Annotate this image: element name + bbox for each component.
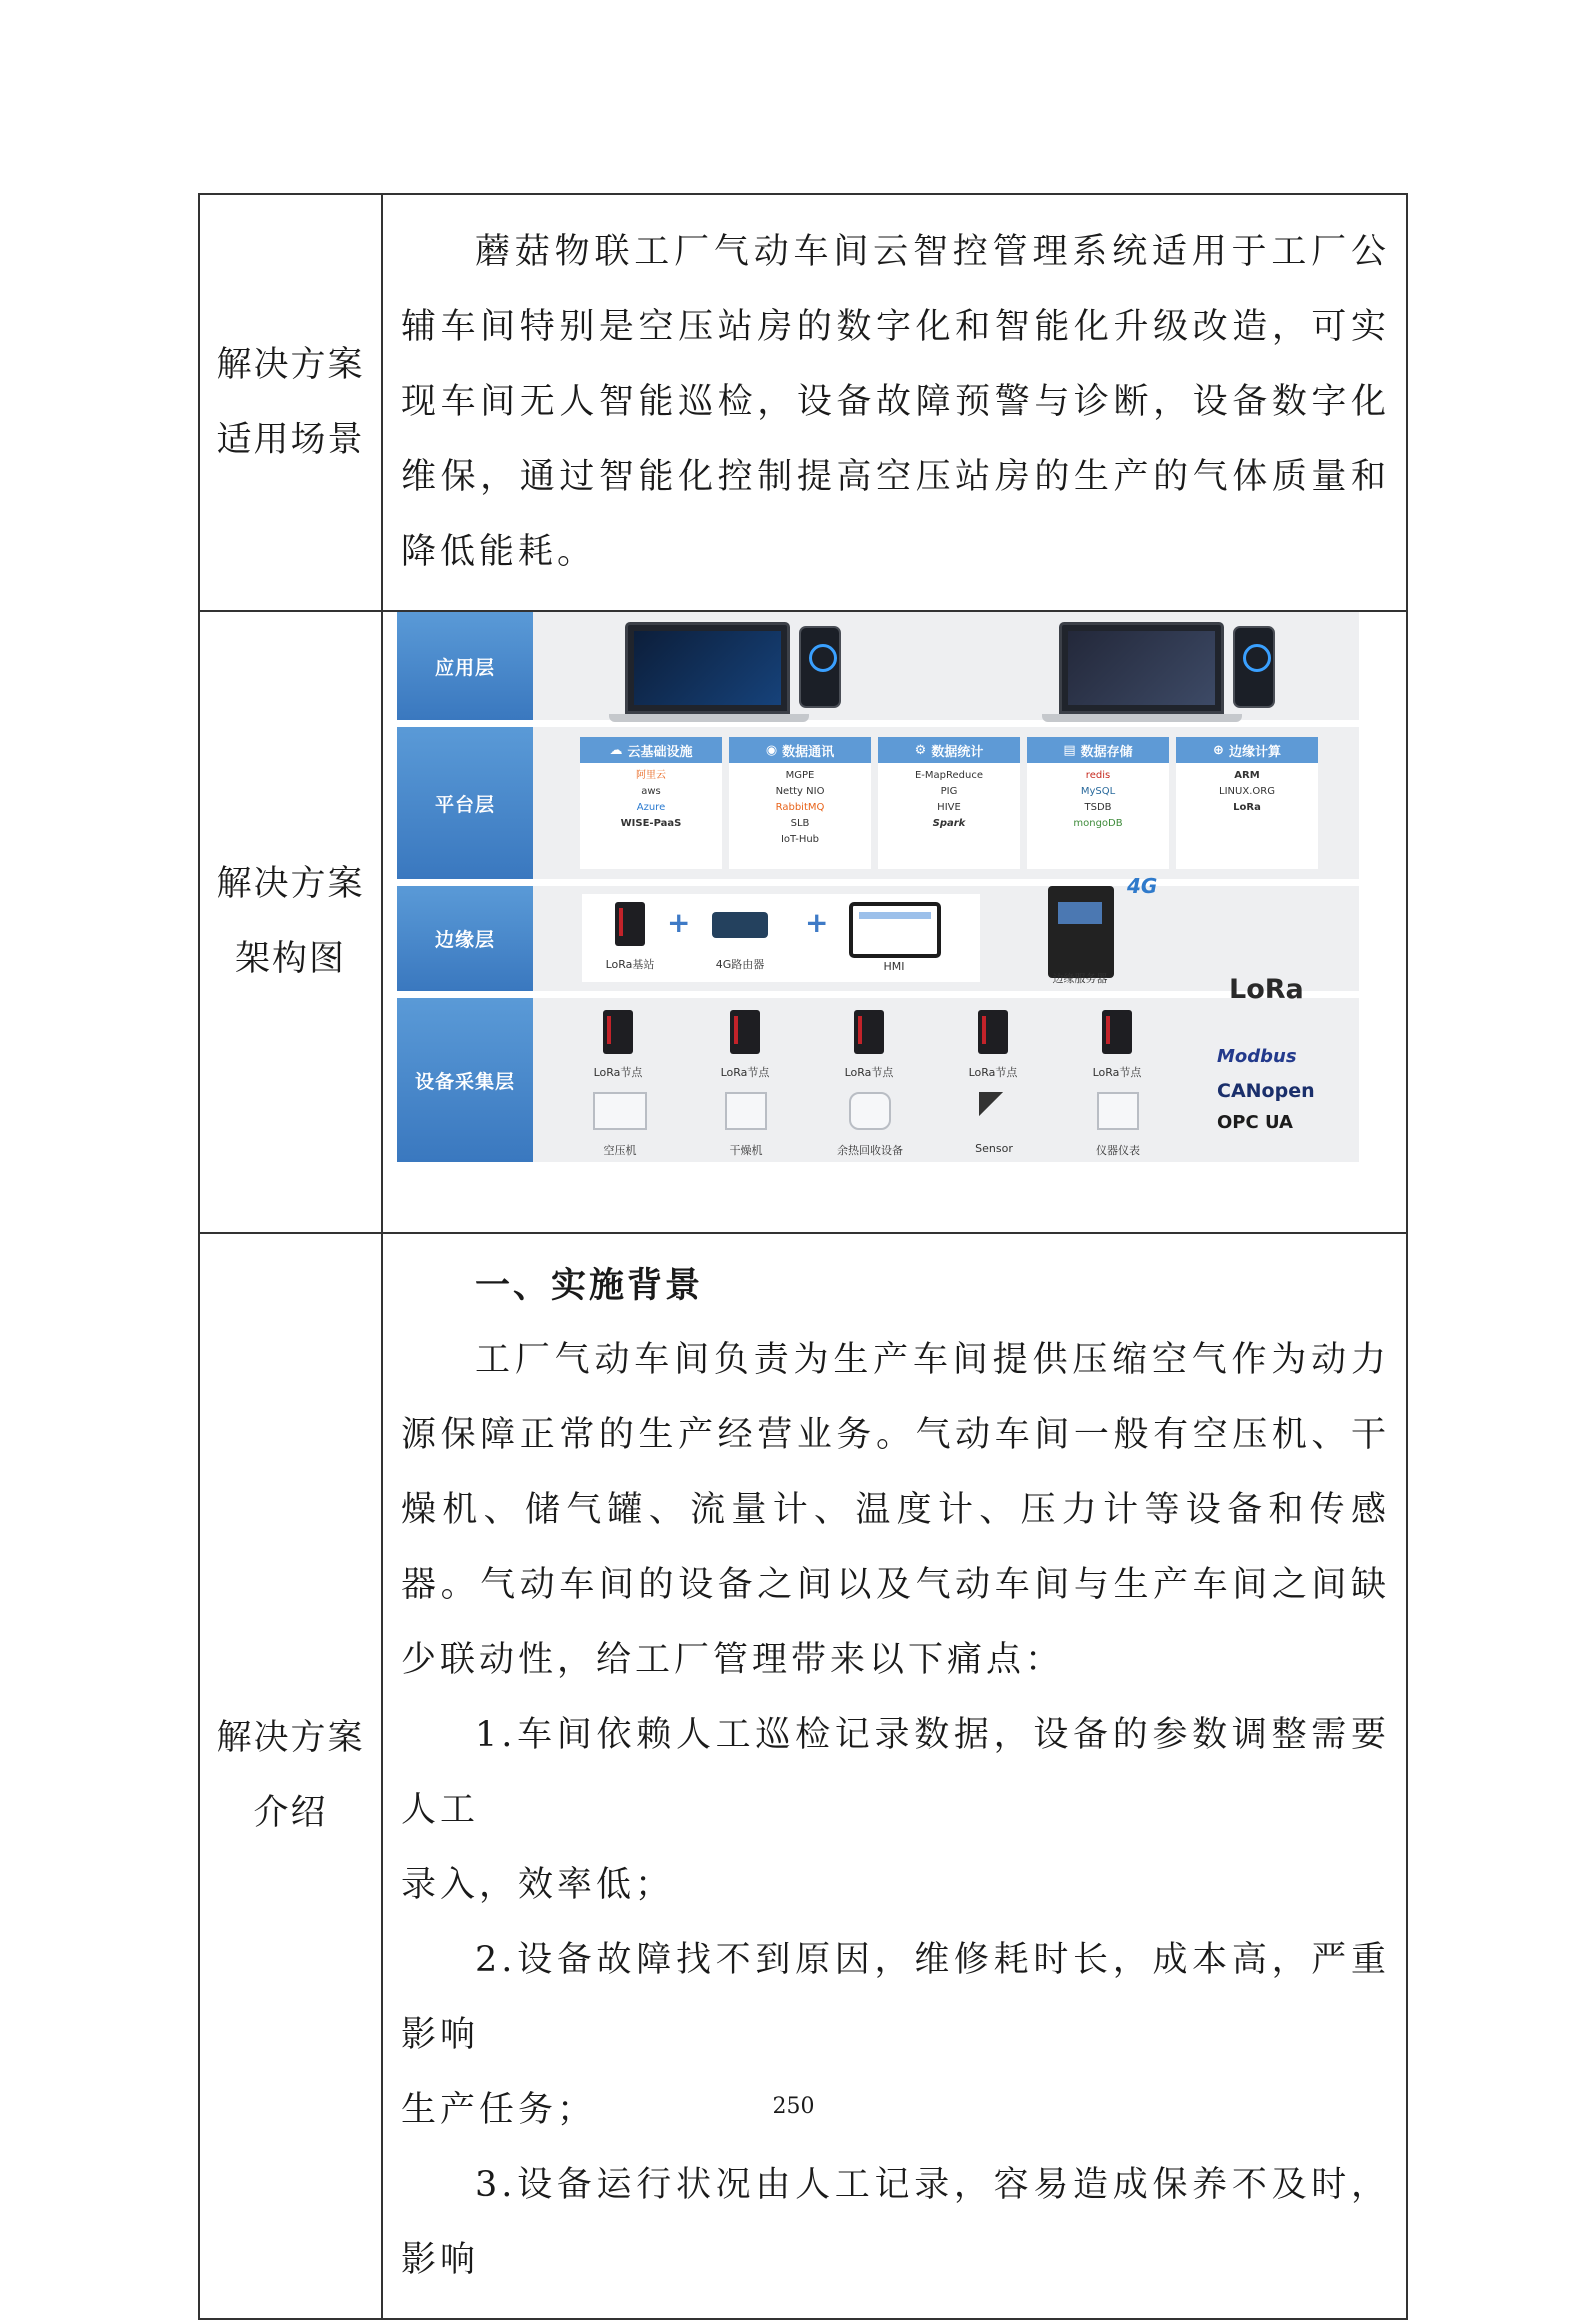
layer-label: 边缘层 xyxy=(397,886,533,991)
edge-server-icon xyxy=(1048,886,1114,978)
equipment-label: 干燥机 xyxy=(729,1144,763,1157)
laptop-icon xyxy=(1059,622,1224,714)
platform-card xyxy=(729,737,871,869)
node-label: LoRa节点 xyxy=(968,1066,1018,1079)
table-row-introduction xyxy=(199,1233,1407,2319)
content-cell-architecture xyxy=(382,611,1407,1233)
pain-point-1: 1.车间依赖人工巡检记录数据，设备的参数调整需要人工 xyxy=(401,1715,1390,1830)
label-cell-scenario xyxy=(199,194,382,611)
node-label: LoRa节点 xyxy=(720,1066,770,1079)
edge-device-label: HMI xyxy=(883,960,905,973)
4g-badge: 4G xyxy=(1127,874,1158,898)
card-item: Netty NIO xyxy=(775,786,825,797)
router-icon xyxy=(712,912,768,938)
card-title: 数据存储 xyxy=(1080,744,1133,760)
edge-device-label: LoRa基站 xyxy=(605,958,655,971)
heat-recovery-icon xyxy=(849,1092,891,1130)
equipment-label: 余热回收设备 xyxy=(837,1144,903,1157)
scenario-paragraph: 蘑菇物联工厂气动车间云智控管理系统适用于工厂公辅车间特别是空压站房的数字化和智能化升级改造，可实现车间无人智能巡检，设备故障预警与诊断，设备数字化维保，通过智能化控制提高空压站房的生产的气体质量和降低能耗。 xyxy=(401,232,1390,572)
antenna-icon: ◉ xyxy=(765,742,778,758)
hmi-tablet-icon xyxy=(849,902,941,958)
table-row-scenario xyxy=(199,194,1407,611)
plus-icon: + xyxy=(805,906,829,939)
label-line: 适用场景 xyxy=(216,419,365,460)
card-title: 数据通讯 xyxy=(782,744,835,760)
chart-icon: ⚙ xyxy=(914,742,927,758)
storage-icon: ▤ xyxy=(1063,742,1076,758)
card-item: E-MapReduce xyxy=(914,770,984,781)
page-number: 250 xyxy=(772,2094,815,2119)
canopen-logo: CANopen xyxy=(1217,1080,1315,1102)
dryer-icon xyxy=(725,1092,767,1130)
platform-card xyxy=(580,737,722,869)
card-item: LoRa xyxy=(1233,802,1261,813)
node-label: LoRa节点 xyxy=(844,1066,894,1079)
equipment-label: 空压机 xyxy=(603,1144,637,1157)
architecture-diagram xyxy=(397,612,1359,1167)
card-item: Azure xyxy=(636,802,666,813)
label-cell-architecture xyxy=(199,611,382,1233)
lora-node-icon xyxy=(603,1010,633,1054)
pain-point-2: 2.设备故障找不到原因，维修耗时长，成本高，严重影响 xyxy=(401,1940,1390,2055)
lora-node-icon xyxy=(854,1010,884,1054)
meter-icon xyxy=(1097,1092,1139,1130)
phone-icon xyxy=(1233,626,1275,708)
card-item: LINUX.ORG xyxy=(1219,786,1275,797)
card-item: ARM xyxy=(1234,770,1260,781)
card-item: PIG xyxy=(940,786,958,797)
card-title: 数据统计 xyxy=(931,744,984,760)
content-cell-scenario xyxy=(382,194,1407,611)
label-cell-introduction xyxy=(199,1233,382,2319)
platform-card xyxy=(878,737,1020,869)
laptop-base xyxy=(1042,714,1242,722)
card-title: 边缘计算 xyxy=(1228,744,1281,760)
phone-icon xyxy=(799,626,841,708)
equipment-label: 仪器仪表 xyxy=(1096,1144,1140,1157)
lora-node-icon xyxy=(730,1010,760,1054)
card-item: HIVE xyxy=(937,802,961,813)
label-line: 解决方案 xyxy=(216,864,365,904)
edge-server-label: 边缘服务器 xyxy=(1052,972,1108,985)
opcua-logo: OPC UA xyxy=(1217,1112,1293,1133)
pain-point-2-continued: 生产任务； xyxy=(401,2090,597,2130)
edge-device-label: 4G路由器 xyxy=(715,958,765,971)
node-label: LoRa节点 xyxy=(593,1066,643,1079)
card-item: Spark xyxy=(932,818,966,829)
label-line: 架构图 xyxy=(234,939,346,979)
plus-icon: + xyxy=(667,906,691,939)
platform-card xyxy=(1027,737,1169,869)
card-item: aws xyxy=(641,786,661,797)
label-line: 解决方案 xyxy=(216,1718,365,1758)
label-line: 解决方案 xyxy=(216,344,365,385)
application-layer xyxy=(397,612,1359,720)
table-row-architecture xyxy=(199,611,1407,1233)
card-item: 阿里云 xyxy=(636,770,666,781)
layer-label: 设备采集层 xyxy=(397,998,533,1162)
lora-gateway-icon xyxy=(615,902,645,946)
background-paragraph: 工厂气动车间负责为生产车间提供压缩空气作为动力源保障正常的生产经营业务。气动车间一般有空压机、干燥机、储气罐、流量计、温度计、压力计等设备和传感器。气动车间的设备之间以及气动车间与生产车间之间缺少联动性，给工厂管理带来以下痛点： xyxy=(401,1340,1390,1680)
card-item: RabbitMQ xyxy=(775,802,825,813)
platform-layer xyxy=(397,727,1359,879)
card-item: IoT-Hub xyxy=(780,834,820,845)
card-item: TSDB xyxy=(1084,802,1112,813)
lora-logo: LoRa xyxy=(1229,974,1304,1005)
card-item: mongoDB xyxy=(1073,818,1123,829)
modbus-logo: Modbus xyxy=(1217,1046,1297,1067)
pain-point-3: 3.设备运行状况由人工记录，容易造成保养不及时，影响 xyxy=(401,2165,1390,2280)
globe-icon: ⊕ xyxy=(1213,742,1224,758)
edge-layer xyxy=(397,874,1359,991)
laptop-base xyxy=(609,714,809,722)
lora-node-icon xyxy=(978,1010,1008,1054)
air-compressor-icon xyxy=(593,1092,647,1130)
lora-node-icon xyxy=(1102,1010,1132,1054)
cloud-icon: ☁ xyxy=(609,742,623,758)
section-heading: 一、实施背景 xyxy=(475,1265,704,1306)
layer-label: 平台层 xyxy=(397,727,533,879)
card-item: redis xyxy=(1085,770,1111,781)
card-item: MySQL xyxy=(1080,786,1116,797)
layer-label: 应用层 xyxy=(397,612,533,720)
node-label: LoRa节点 xyxy=(1092,1066,1142,1079)
laptop-icon xyxy=(625,622,790,714)
platform-card xyxy=(1176,737,1318,869)
equipment-label: Sensor xyxy=(975,1142,1013,1155)
sensor-icon xyxy=(979,1092,1009,1130)
card-item: WISE-PaaS xyxy=(620,818,682,829)
content-cell-introduction xyxy=(382,1233,1407,2319)
solution-table xyxy=(198,193,1408,2320)
card-item: MGPE xyxy=(785,770,815,781)
card-item: SLB xyxy=(790,818,810,829)
pain-point-1-continued: 录入，效率低； xyxy=(401,1865,675,1905)
card-title: 云基础设施 xyxy=(627,744,693,760)
label-line: 介绍 xyxy=(253,1793,328,1833)
